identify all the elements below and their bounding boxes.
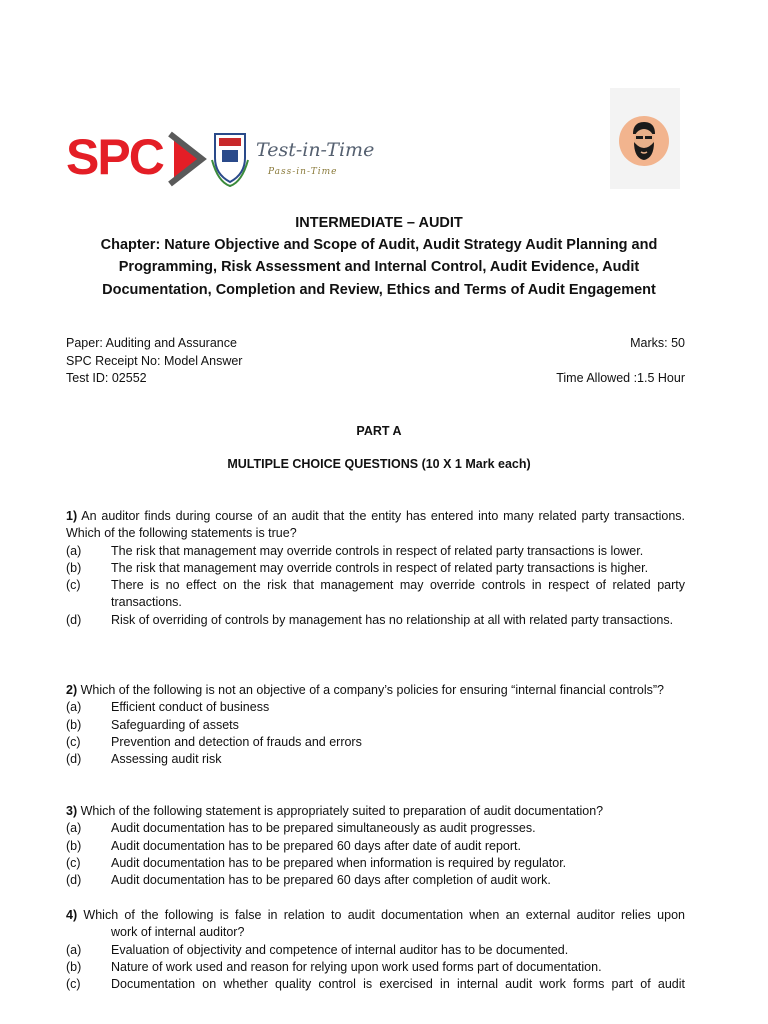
option-label: (b) (66, 560, 82, 575)
option-text: Audit documentation has to be prepared 60 days after completion of audit work. (111, 873, 551, 888)
option-text: There is no effect on the risk that management may override controls in respect of related party transactions. (111, 578, 685, 610)
section-heading: MULTIPLE CHOICE QUESTIONS (10 X 1 Mark each) (227, 457, 531, 471)
option (66, 855, 685, 872)
question-text: Which of the following is not an objective of a company’s policies for ensuring “internal financial controls”? (80, 683, 665, 697)
option (66, 699, 685, 716)
question-number: 1) (66, 509, 78, 523)
question-number: 3) (66, 804, 78, 818)
exam-title: INTERMEDIATE – AUDIT (295, 215, 463, 231)
option-text: Risk of overriding of controls by management has no relationship at all with related party transactions. (111, 612, 674, 627)
option-label: (a) (66, 942, 82, 957)
option-label: (a) (66, 543, 82, 558)
test-id: Test ID: 02552 (66, 371, 147, 386)
option (66, 872, 685, 889)
question-number: 2) (66, 683, 78, 697)
option-label: (d) (66, 752, 82, 767)
option-text: Audit documentation has to be prepared when information is required by regulator. (111, 855, 567, 870)
option-label: (a) (66, 821, 82, 836)
question-1 (66, 508, 685, 629)
option-text: Prevention and detection of frauds and errors (111, 734, 362, 749)
logo-area (66, 128, 375, 190)
option (66, 543, 685, 560)
option-label: (b) (66, 838, 82, 853)
option-label: (c) (66, 855, 81, 870)
option-text: Audit documentation has to be prepared 60 days after date of audit report. (111, 838, 521, 853)
chapter-line-3: Documentation, Completion and Review, Ethics and Terms of Audit Engagement (102, 281, 656, 298)
question-stem (66, 508, 685, 543)
meta-row-3 (66, 370, 685, 388)
avatar (619, 116, 669, 166)
marks: Marks: 50 (630, 336, 685, 350)
exam-meta (66, 335, 685, 388)
option-text: Audit documentation has to be prepared simultaneously as audit progresses. (111, 821, 536, 836)
option-label: (d) (66, 612, 82, 627)
option-text: The risk that management may override controls in respect of related party transactions is higher. (111, 560, 649, 575)
question-4 (66, 907, 685, 993)
option (66, 577, 685, 612)
receipt-number: SPC Receipt No: Model Answer (66, 353, 243, 368)
option-text: Assessing audit risk (111, 752, 222, 767)
pass-in-time-tagline: Pass-in-Time (268, 167, 338, 177)
question-text: Which of the following is false in relation to audit documentation when an external auditor relies upon (83, 908, 685, 922)
option-label: (c) (66, 734, 81, 749)
option-text: Evaluation of objectivity and competence of internal auditor has to be documented. (111, 942, 569, 957)
option (66, 838, 685, 855)
question-text: An auditor finds during course of an audit that the entity has entered into many related party transactions. Which of the following statements is true? (66, 509, 685, 541)
test-in-time-wordmark: Test-in-Time (256, 139, 375, 161)
option-text: Documentation on whether quality control is exercised in internal audit work forms part of audit (111, 977, 685, 992)
option (66, 751, 685, 768)
question-stem (66, 682, 685, 699)
option (66, 976, 685, 993)
option-text: The risk that management may override controls in respect of related party transactions is lower. (111, 543, 644, 558)
option-label: (b) (66, 959, 82, 974)
question-stem (66, 803, 685, 820)
spc-logo (66, 128, 375, 190)
document-header (60, 212, 698, 301)
question-stem (66, 907, 685, 924)
option-text: Efficient conduct of business (111, 700, 270, 715)
option (66, 612, 685, 629)
option-label: (d) (66, 873, 82, 888)
option-label: (c) (66, 977, 81, 992)
question-number: 4) (66, 908, 78, 922)
meta-row-2 (66, 353, 685, 371)
paper-name: Paper: Auditing and Assurance (66, 336, 237, 350)
option-text: Safeguarding of assets (111, 717, 239, 732)
option-label: (b) (66, 717, 82, 732)
option (66, 717, 685, 734)
meta-row-1 (66, 335, 685, 353)
option-label: (a) (66, 700, 82, 715)
crest-emblem-icon (212, 134, 248, 186)
question-stem-continuation: work of internal auditor? (111, 925, 245, 940)
option-text: Nature of work used and reason for relying upon work used forms part of documentation. (111, 959, 602, 974)
spc-wordmark: SPC (66, 129, 163, 185)
question-2 (66, 682, 685, 768)
option (66, 942, 685, 959)
part-heading: PART A (356, 424, 402, 438)
option-label: (c) (66, 578, 81, 593)
option (66, 820, 685, 837)
option (66, 560, 685, 577)
chapter-line-2: Programming, Risk Assessment and Internal Control, Audit Evidence, Audit (118, 259, 640, 276)
time-allowed: Time Allowed :1.5 Hour (556, 371, 685, 386)
question-3 (66, 803, 685, 889)
bearded-man-avatar-icon (619, 116, 669, 166)
chapter-line-1: Chapter: Nature Objective and Scope of Audit, Audit Strategy Audit Planning and (100, 237, 658, 253)
avatar-box (610, 88, 680, 189)
option (66, 734, 685, 751)
question-text: Which of the following statement is appropriately suited to preparation of audit documentation? (80, 804, 604, 818)
option (66, 959, 685, 976)
